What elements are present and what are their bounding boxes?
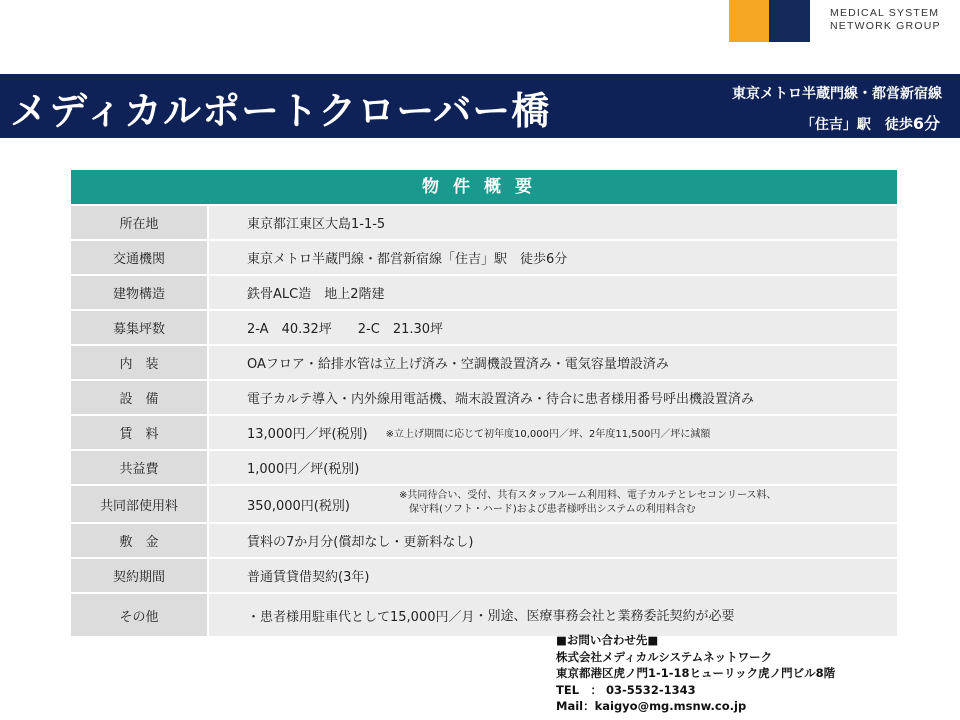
table-row: [71, 522, 897, 557]
shared-fee-note-line-2: 保守料(ソフト・ハード)および患者様呼出システムの利用料含む: [409, 504, 696, 515]
row-label: 所在地: [71, 206, 209, 239]
row-value: [209, 594, 897, 636]
other-line-2: ・別途、医療事務会社と業務委託契約が必要: [474, 608, 735, 624]
logo-line-2: NETWORK GROUP: [830, 20, 941, 32]
contact-address: 東京都港区虎ノ門1-1-18ヒューリック虎ノ門ビル8階: [556, 666, 836, 680]
shared-fee-note: [399, 489, 776, 517]
row-label: その他: [71, 594, 209, 636]
contact-heading: ■お問い合わせ先■: [556, 633, 659, 647]
row-label: 内 装: [71, 346, 209, 379]
row-label: 共益費: [71, 451, 209, 484]
table-row: [71, 592, 897, 636]
access-minutes: 6分: [912, 114, 940, 133]
logo-navy-block: [769, 0, 810, 42]
row-value: 東京メトロ半蔵門線・都営新宿線「住吉」駅 徒歩6分: [209, 241, 897, 274]
contact-tel: TEL ： 03-5532-1343: [556, 682, 696, 697]
row-label: 敷 金: [71, 524, 209, 557]
logo-orange-block: [729, 0, 769, 42]
row-label: 契約期間: [71, 559, 209, 592]
shared-fee-value: 350,000円(税別): [247, 498, 350, 514]
other-line-1: ・患者様用駐車代として15,000円／月: [247, 609, 475, 625]
row-value: 電子カルテ導入・内外線用電話機、端末設置済み・待合に患者様用番号呼出機設置済み: [209, 381, 897, 414]
table-row: [71, 414, 897, 449]
logo-line-1: MEDICAL SYSTEM: [830, 7, 940, 19]
table-row: [71, 239, 897, 274]
table-row: [71, 449, 897, 484]
table-row: [71, 344, 897, 379]
row-value: 鉄骨ALC造 地上2階建: [209, 276, 897, 309]
property-summary-table: [71, 170, 897, 636]
table-row: [71, 309, 897, 344]
row-value: 1,000円／坪(税別): [209, 451, 897, 484]
row-value: 普通賃貸借契約(3年): [209, 559, 897, 592]
shared-fee-note-line-1: ※共同待合い、受付、共有スタッフルーム利用料、電子カルテとレセコンリース料、: [399, 490, 777, 501]
row-label: 共同部使用料: [71, 486, 209, 522]
rent-note: ※立上げ期間に応じて初年度10,000円／坪、2年度11,500円／坪に減額: [385, 429, 711, 440]
row-label: 募集坪数: [71, 311, 209, 344]
contact-company: 株式会社メディカルシステムネットワーク: [556, 649, 773, 664]
row-value: 東京都江東区大島1-1-5: [209, 206, 897, 239]
rent-value: 13,000円／坪(税別): [247, 427, 368, 442]
table-row: [71, 379, 897, 414]
row-value: [209, 486, 897, 522]
row-label: 交通機関: [71, 241, 209, 274]
row-value: OAフロア・給排水管は立上げ済み・空調機設置済み・電気容量増設済み: [209, 346, 897, 379]
row-value: 2-A 40.32坪 2-C 21.30坪: [209, 311, 897, 344]
row-value: 賃料の7か月分(償却なし・更新料なし): [209, 524, 897, 557]
contact-mail: Mail：kaigyo@mg.msnw.co.jp: [556, 699, 747, 713]
table-row: [71, 484, 897, 522]
row-value: [209, 416, 897, 449]
access-station: 「住吉」駅 徒歩: [800, 117, 913, 133]
company-logo-text: [830, 7, 955, 33]
table-heading: 物件概要: [71, 170, 897, 204]
table-row: [71, 557, 897, 592]
title-bar: [0, 74, 960, 138]
table-row: [71, 204, 897, 239]
row-label: 賃 料: [71, 416, 209, 449]
contact-info: [556, 632, 835, 715]
access-line-1: 東京メトロ半蔵門線・都営新宿線: [732, 86, 942, 102]
row-label: 建物構造: [71, 276, 209, 309]
page-title: メディカルポートクローバー橋: [10, 89, 551, 133]
row-label: 設 備: [71, 381, 209, 414]
access-line-2: [801, 111, 940, 134]
table-row: [71, 274, 897, 309]
